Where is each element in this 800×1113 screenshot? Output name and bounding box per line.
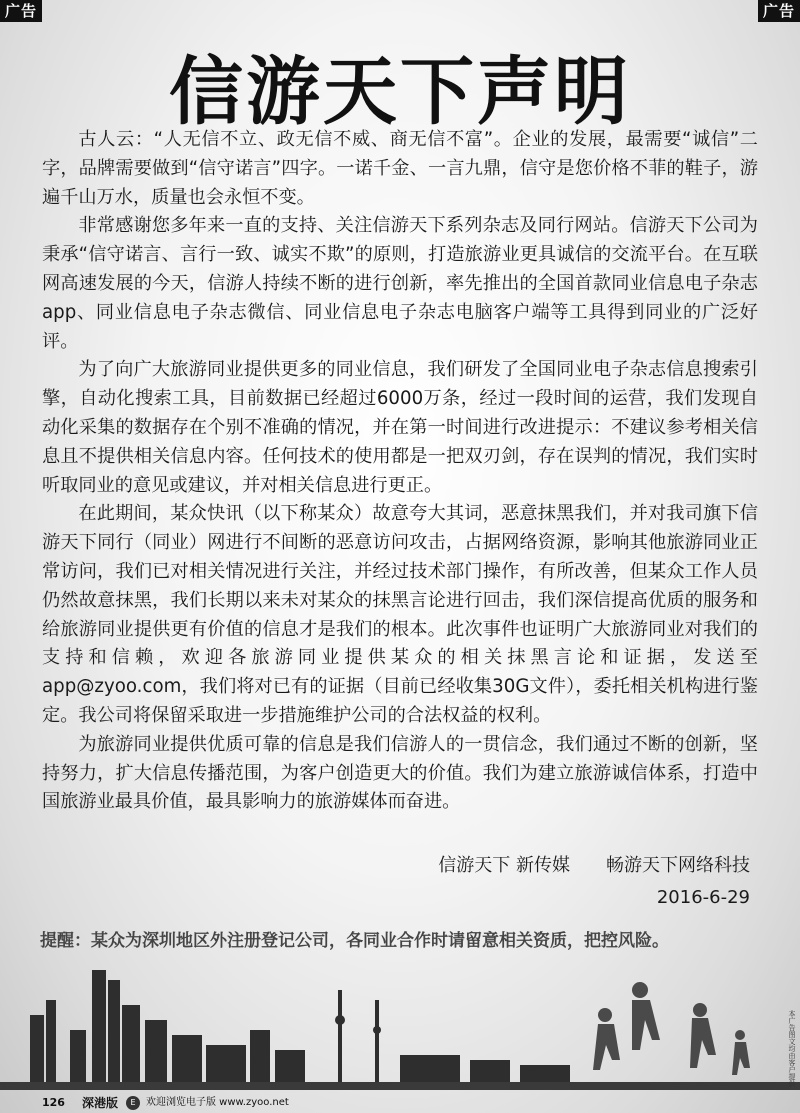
paragraph: 在此期间，某众快讯（以下称某众）故意夸大其词，恶意抹黑我们，并对我司旗下信游天下同行（同业）网进行不间断的恶意访问攻击，占据网络资源，影响其他旅游同业正常访问，我们已对相关情况进行关注，并经过技术部门操作，有所改善，但某众工作人员仍然故意抹黑，我们长期以来未对某众的抹黑言论进行回击，我们深信提高优质的服务和给旅游同业提供更有价值的信息才是我们的根本。此次事件也证明广大旅游同业对我们的支持和信赖，欢迎各旅游同业提供某众的相关抹黑言论和证据，发送至app@zyoo.com，我们将对已有的证据（目前已经收集30G文件），委托相关机构进行鉴定。我公司将保留采取进一步措施维护公司的合法权益的权利。 xyxy=(42,503,758,726)
signature-date: 2016-6-29 xyxy=(656,887,750,908)
paragraph: 古人云：“人无信不立、政无信不威、商无信不富”。企业的发展，最需要“诚信”二字，品牌需要做到“信守诺言”四字。一诺千金、一言九鼎，信守是您价格不菲的鞋子，游遍千山万水，质量也会永恒不变。 xyxy=(42,129,758,208)
page-number: 126 xyxy=(42,1096,65,1109)
paragraph: 非常感谢您多年来一直的支持、关注信游天下系列杂志及同行网站。信游天下公司为秉承“信守诺言、言行一致、诚实不欺”的原则，打造旅游业更具诚信的交流平台。在互联网高速发展的今天，信游人持续不断的进行创新，率先推出的全国首款同业信息电子杂志app、同业信息电子杂志微信、同业信息电子杂志电脑客户端等工具得到同业的广泛好评。 xyxy=(42,215,758,352)
signature-org-1: 信游天下 新传媒 xyxy=(438,855,570,876)
city-skyline-illustration xyxy=(0,960,800,1090)
page-footer xyxy=(0,1093,800,1113)
edition-label: 深港版 xyxy=(82,1096,119,1110)
brand-logo-icon: E xyxy=(126,1096,140,1110)
ad-label-right: 广告 xyxy=(758,0,800,22)
paragraph: 为旅游同业提供优质可靠的信息是我们信游人的一贯信念，我们通过不断的创新，坚持努力，扩大信息传播范围，为客户创造更大的价值。我们为建立旅游诚信体系，打造中国旅游业最具价值，最具影响力的旅游媒体而奋进。 xyxy=(42,733,758,813)
side-disclaimer: 本广告图文均由客户提供 xyxy=(788,1010,796,1087)
paragraph: 为了向广大旅游同业提供更多的同业信息，我们研发了全国同业电子杂志信息搜索引擎，自动化搜索工具，目前数据已经超过6000万条，经过一段时间的运营，我们发现自动化采集的数据存在个别不准确的情况，并在第一时间进行改进提示：不建议参考相关信息且不提供相关信息内容。任何技术的使用都是一把双刃剑，存在误判的情况，我们实时听取同业的意见或建议，并对相关信息进行更正。 xyxy=(42,359,758,496)
ad-label-left: 广告 xyxy=(0,0,42,22)
signature-org-2: 畅游天下网络科技 xyxy=(606,855,750,876)
statement-body xyxy=(42,126,758,817)
signature-block xyxy=(438,850,750,914)
risk-reminder: 提醒：某众为深圳地区外注册登记公司，各同业合作时请留意相关资质，把控风险。 xyxy=(40,931,669,951)
footer-website-link[interactable]: 欢迎浏览电子版 www.zyoo.net xyxy=(146,1097,289,1108)
page-title: 信游天下声明 xyxy=(169,49,631,135)
